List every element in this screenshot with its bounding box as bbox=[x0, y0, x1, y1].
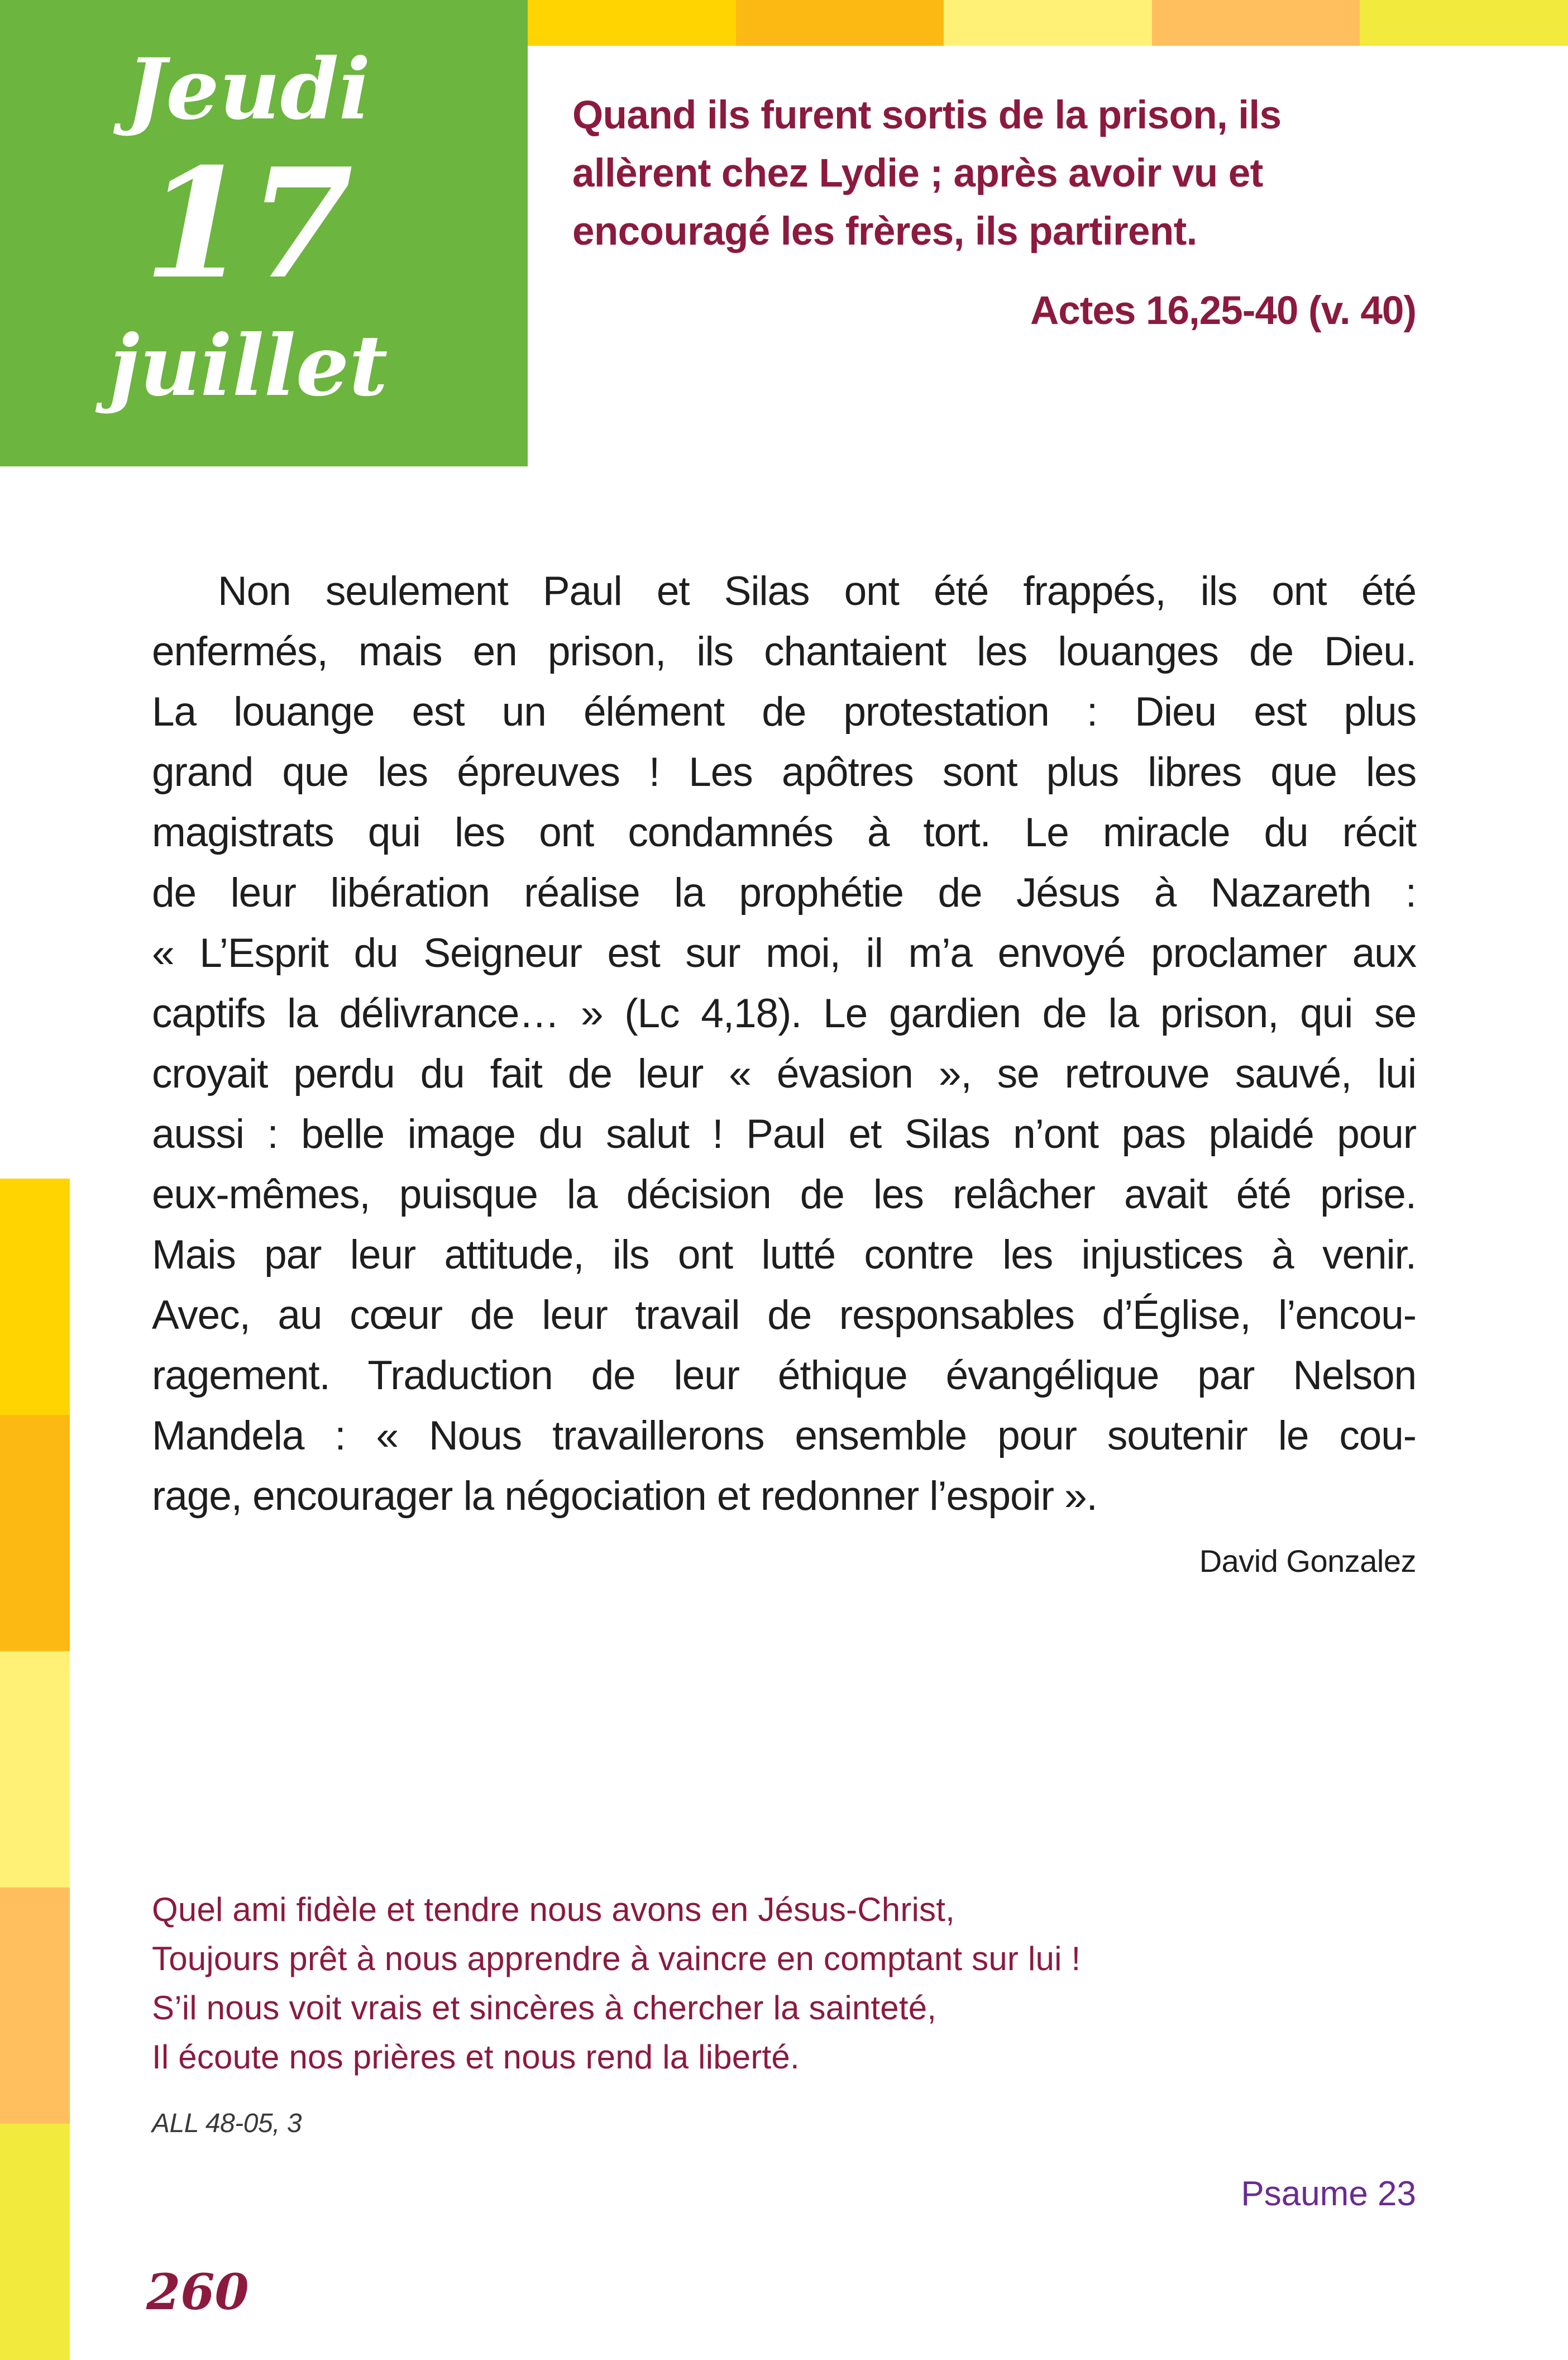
strip-segment-3 bbox=[0, 1651, 70, 1887]
meditation-line: de leur libération réalise la prophétie de Jésus à Nazareth : bbox=[152, 870, 1416, 916]
strip-segment-5 bbox=[1360, 0, 1568, 46]
meditation-line: Mais par leur attitude, ils ont lutté contre les injustices à venir. bbox=[152, 1232, 1416, 1277]
author-name: David Gonzalez bbox=[1199, 1543, 1416, 1579]
page-number: 260 bbox=[146, 2263, 249, 2321]
hymn-line: S’il nous voit vrais et sincères à chercher la sainteté, bbox=[152, 1989, 937, 2027]
meditation-line: ragement. Traduction de leur éthique évangélique par Nelson bbox=[152, 1353, 1416, 1398]
left-color-strip bbox=[0, 1179, 70, 2360]
meditation-line: enfermés, mais en prison, ils chantaient les louanges de Dieu. bbox=[152, 629, 1416, 674]
strip-segment-5 bbox=[0, 2124, 70, 2360]
strip-segment-1 bbox=[0, 1179, 70, 1415]
bible-verse: Quand ils furent sortis de la prison, ils allèrent chez Lydie ; après avoir vu et encouragé les frères, ils partirent. bbox=[572, 93, 1282, 254]
date-weekday: Jeudi bbox=[126, 40, 371, 139]
hymn-text bbox=[152, 1885, 1436, 2082]
date-month: juillet bbox=[109, 317, 388, 415]
date-day: 17 bbox=[144, 135, 353, 312]
meditation-line: aussi : belle image du salut ! Paul et Silas n’ont pas plaidé pour bbox=[152, 1112, 1416, 1157]
meditation-line: Non seulement Paul et Silas ont été frappés, ils ont été bbox=[218, 569, 1416, 614]
meditation-line: eux-mêmes, puisque la décision de les relâcher avait été prise. bbox=[152, 1172, 1416, 1217]
psalm-reference: Psaume 23 bbox=[1241, 2175, 1416, 2213]
meditation-line: « L’Esprit du Seigneur est sur moi, il m’a envoyé proclamer aux bbox=[152, 931, 1416, 976]
meditation-line: croyait perdu du fait de leur « évasion », se retrouve sauvé, lui bbox=[152, 1051, 1416, 1096]
strip-segment-2 bbox=[736, 0, 944, 46]
meditation-line: captifs la délivrance… » (Lc 4,18). Le gardien de la prison, qui se bbox=[152, 991, 1416, 1036]
top-color-strip bbox=[528, 0, 1568, 46]
hymn-line: Il écoute nos prières et nous rend la liberté. bbox=[152, 2038, 800, 2076]
hymn-line: Quel ami fidèle et tendre nous avons en Jésus-Christ, bbox=[152, 1891, 955, 1928]
strip-segment-2 bbox=[0, 1415, 70, 1651]
meditation-line: Mandela : « Nous travaillerons ensemble pour soutenir le cou- bbox=[152, 1413, 1416, 1458]
verse-reference: Actes 16,25-40 (v. 40) bbox=[1030, 289, 1416, 333]
meditation-line: La louange est un élément de protestation : Dieu est plus bbox=[152, 689, 1416, 735]
hymn-reference: ALL 48-05, 3 bbox=[152, 2109, 302, 2138]
strip-segment-4 bbox=[1152, 0, 1360, 46]
hymn-line: Toujours prêt à nous apprendre à vaincre en comptant sur lui ! bbox=[152, 1940, 1081, 1977]
strip-segment-4 bbox=[0, 1887, 70, 2124]
strip-segment-1 bbox=[528, 0, 736, 46]
meditation-text bbox=[152, 561, 1416, 1527]
meditation-line: Avec, au cœur de leur travail de responsables d’Église, l’encou- bbox=[152, 1293, 1416, 1338]
meditation-line: magistrats qui les ont condamnés à tort. Le miracle du récit bbox=[152, 810, 1416, 855]
meditation-line: grand que les épreuves ! Les apôtres sont plus libres que les bbox=[152, 750, 1416, 795]
strip-segment-3 bbox=[944, 0, 1152, 46]
date-block bbox=[0, 0, 528, 466]
meditation-line: rage, encourager la négociation et redonner l’espoir ». bbox=[152, 1474, 1097, 1519]
